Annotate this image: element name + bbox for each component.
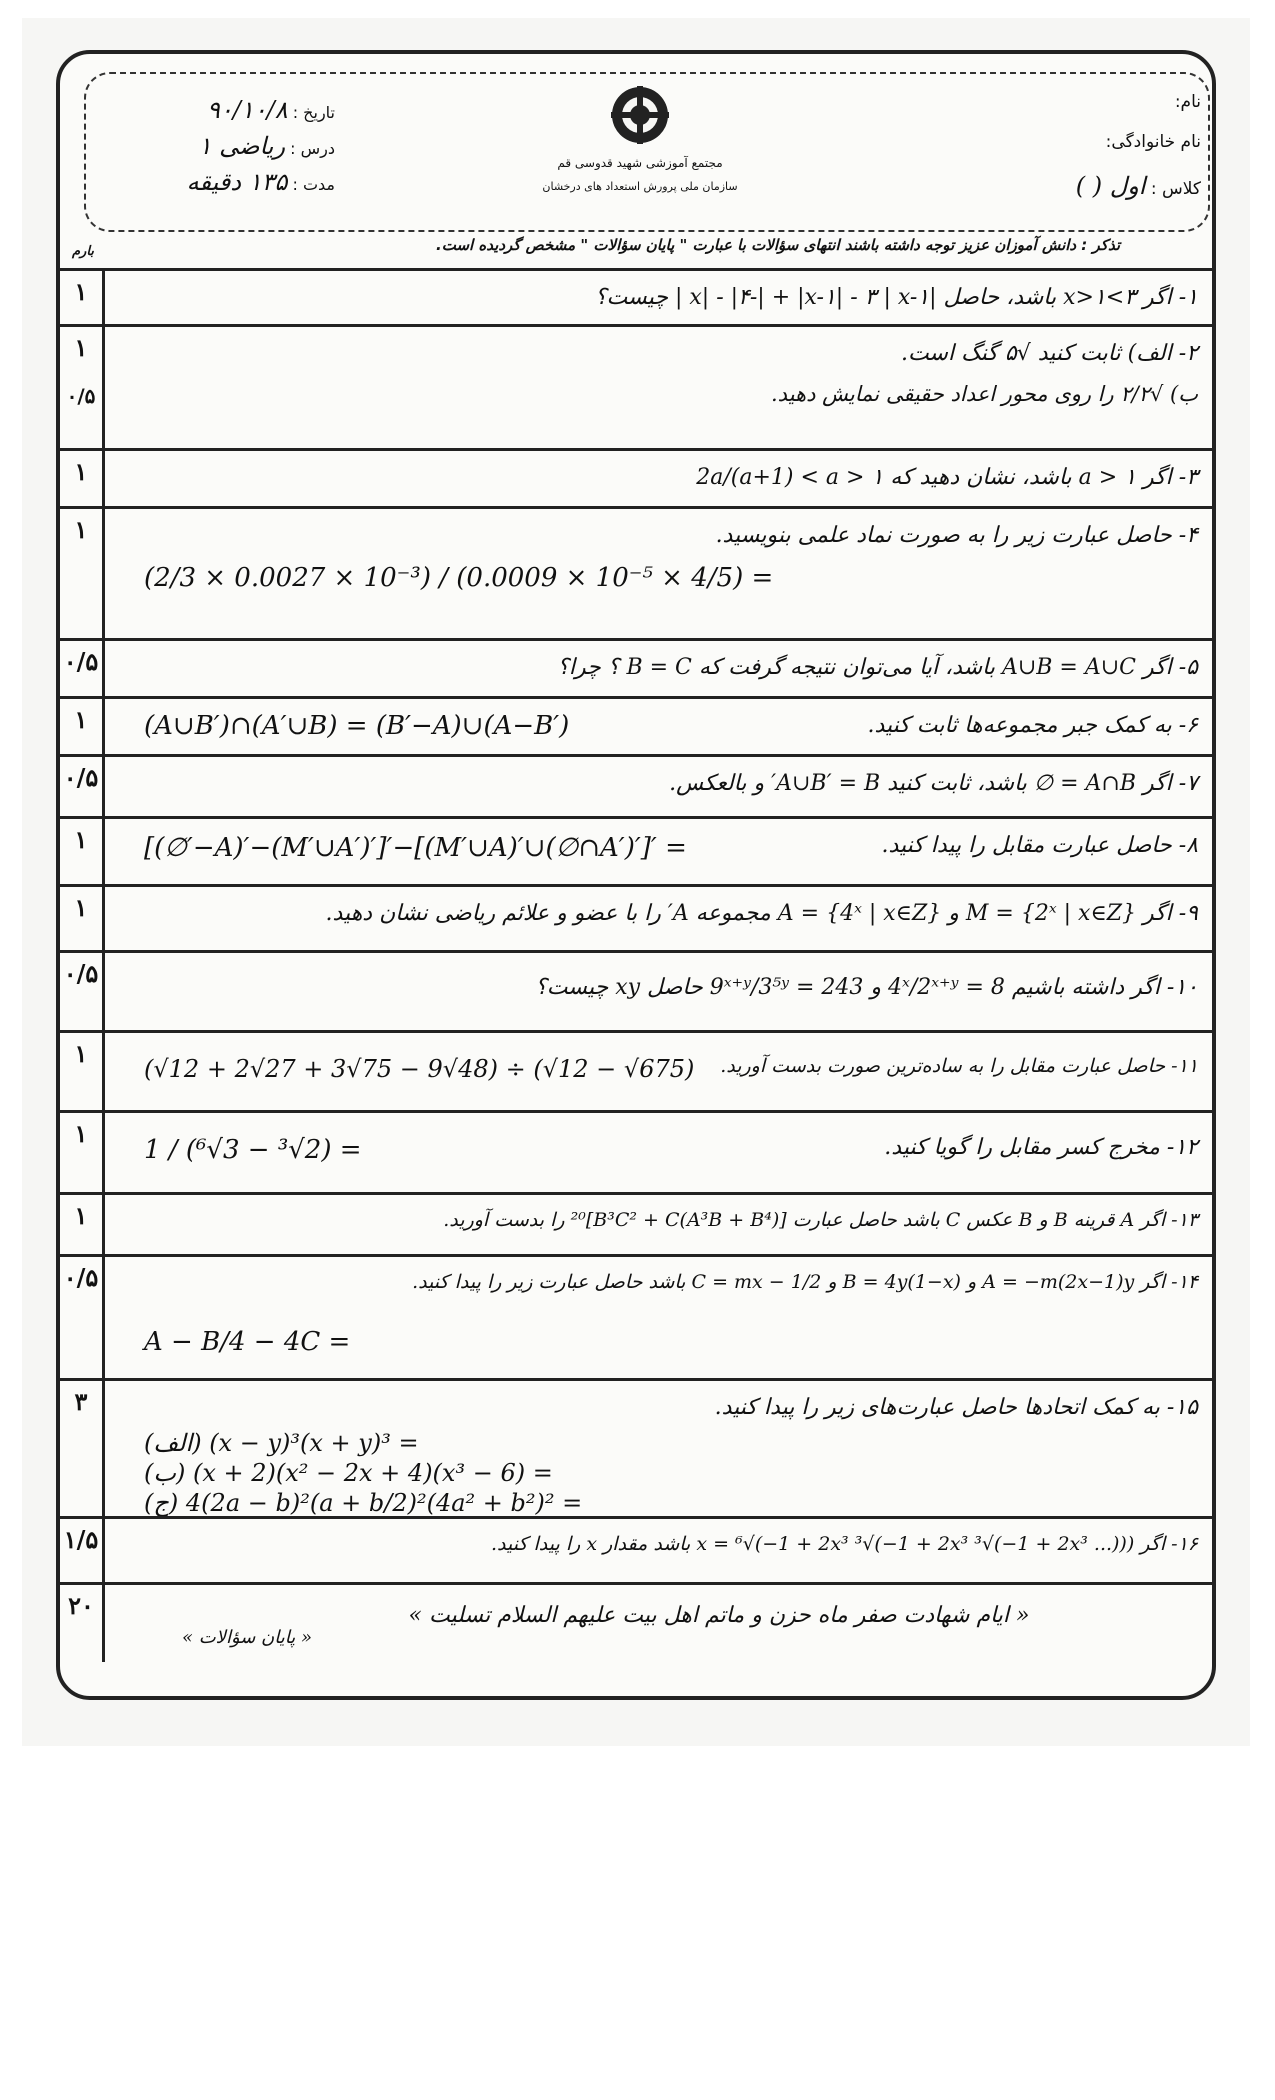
question-row [60,884,1212,950]
questions-table [60,268,1212,1662]
question-score: ۰/۵ [60,757,105,816]
question-text: ۱۲- مخرج کسر مقابل را گویا کنید. [884,1135,1198,1160]
question-text: ۲- الف) ثابت کنید √۵ گنگ است. [900,341,1198,366]
question-row [60,696,1212,754]
question-text: ۴- حاصل عبارت زیر را به صورت نماد علمی بنویسید. [715,523,1198,548]
subject-field [175,132,335,168]
question-row [60,1192,1212,1254]
question-row [60,950,1212,1030]
question-score: ۱ [60,1195,105,1254]
question-formula-c: (ج) 4(2a − b)²(a + b/2)²(4a² + b²)² = [144,1489,583,1517]
duration-value: ۱۳۵ دقیقه [186,168,288,196]
question-score: ۱ [60,699,105,754]
exam-info [175,96,335,204]
question-score: ۱ [60,1113,105,1192]
question-score: ۱ [60,887,105,950]
date-field [175,96,335,132]
duration-label: مدت : [292,175,335,194]
question-formula: 1 / (⁶√3 − ³√2) = [144,1135,362,1165]
question-score: ۱ [60,1033,105,1110]
question-text: ۵- اگر A∪B = A∪C باشد، آیا می‌توان نتیجه گرفت که B = C ؟ چرا؟ [557,655,1198,680]
question-row [60,448,1212,506]
school-emblem-icon [609,84,671,146]
org-line-1: مجتمع آموزشی شهید قدوسی قم [557,156,723,170]
question-text: ۱- اگر ۳>x>۱ باشد، حاصل |x| - |۴-| + |x-۱| - ۳ | x-۱ | چیست؟ [594,285,1198,310]
question-row [60,1378,1212,1516]
question-row [60,1582,1212,1662]
question-formula-a: (الف) (x − y)³(x + y)³ = [144,1429,419,1457]
question-text: ۱۰- اگر داشته باشیم 4ˣ/2ˣ⁺ʸ = 8 و 9ˣ⁺ʸ/3⁵ʸ = 243 حاصل xy چیست؟ [535,975,1198,1000]
question-row [60,324,1212,448]
org-line-2: سازمان ملی پرورش استعداد های درخشان [542,180,738,193]
question-formula: (A∪B′)∩(A′∪B) = (B′−A)∪(A−B′) [144,711,570,741]
family-label: نام خانوادگی: [1105,132,1201,152]
school-logo-block [540,84,740,193]
subject-label: درس : [290,139,335,158]
date-value: ۹۰/۱۰/۸ [206,96,288,124]
duration-field [175,168,335,204]
score-column-heading: بارم [72,244,94,259]
question-score: ۰/۵ [60,953,105,1030]
question-score: ۳ [60,1381,105,1516]
question-score: ۱/۵ [60,1519,105,1582]
question-formula: (2/3 × 0.0027 × 10⁻³) / (0.0009 × 10⁻⁵ × 4/5) = [144,563,774,593]
end-of-questions: « پایان سؤالات » [182,1627,312,1648]
question-row [60,268,1212,324]
class-label: کلاس : [1150,179,1201,199]
closing-message: « ایام شهادت صفر ماه حزن و ماتم اهل بیت علیهم السلام تسلیت » [408,1603,1030,1628]
question-row [60,754,1212,816]
name-label: نام: [1174,92,1201,112]
question-text: ۹- اگر M = {2ˣ | x∈Z} و A = {4ˣ | x∈Z} مجموعه A′ را با عضو و علائم ریاضی نشان دهید. [325,901,1198,926]
question-text: ۳- اگر ۱ < a باشد، نشان دهید که ۱ < 2a/(a+1) < a [696,465,1198,490]
question-score: ۰/۵ [60,1257,105,1378]
question-row [60,638,1212,696]
question-score: ۱ [60,271,105,324]
question-score: ۱ ۰/۵ [60,327,105,448]
reminder-note: تذکر : دانش آموزان عزیز توجه داشته باشند انتهای سؤالات با عبارت " پایان سؤالات " مشخص گردیده است. [436,236,1120,254]
question-row [60,1254,1212,1378]
question-score: ۲۰ [60,1585,105,1662]
class-value: اول ( ) [1075,172,1146,200]
question-text: ۱۳- اگر A قرینه B و B عکس C باشد حاصل عبارت [B³C² + C(A³B + B⁴)]²⁰ را بدست آورید. [443,1209,1198,1231]
class-field [1076,172,1201,212]
question-text: ۶- به کمک جبر مجموعه‌ها ثابت کنید. [867,713,1198,738]
date-label: تاریخ : [292,103,335,122]
question-row [60,816,1212,884]
question-text: ۱۱- حاصل عبارت مقابل را به ساده‌ترین صورت بدست آورید. [720,1055,1198,1077]
question-score: ۰/۵ [60,641,105,696]
question-text: ۷- اگر A∩B = ∅ باشد، ثابت کنید A∪B′ = B′ و بالعکس. [669,771,1198,796]
student-info [1076,92,1201,212]
question-score: ۱ [60,819,105,884]
question-score: ۱ [60,509,105,638]
question-text: ۸- حاصل عبارت مقابل را پیدا کنید. [881,833,1198,858]
question-row [60,506,1212,638]
question-row [60,1110,1212,1192]
question-text: ۱۶- اگر x = ⁶√(−1 + 2x³ ³√(−1 + 2x³ ³√(−1 + 2x³ ...))) باشد مقدار x را پیدا کنید. [490,1533,1198,1555]
question-formula: [(∅′−A)′−(M′∪A′)′]′−[(M′∪A)′∪(∅∩A′)′]′ = [144,833,687,863]
question-formula: (√12 + 2√27 + 3√75 − 9√48) ÷ (√12 − √675) [144,1055,695,1083]
question-formula: A − B/4 − 4C = [144,1327,351,1357]
question-subpart: ب) √۲/۲ را روی محور اعداد حقیقی نمایش دهید. [771,382,1198,406]
question-text: ۱۴- اگر A = −m(2x−1)y و B = 4y(1−x) و C = mx − 1/2 باشد حاصل عبارت زیر را پیدا کنید. [412,1271,1198,1293]
question-row [60,1030,1212,1110]
subject-value: ریاضی ۱ [198,132,286,160]
question-text: ۱۵- به کمک اتحادها حاصل عبارت‌های زیر را پیدا کنید. [714,1395,1198,1420]
question-row [60,1516,1212,1582]
question-score: ۱ [60,451,105,506]
question-formula-b: (ب) (x + 2)(x² − 2x + 4)(x³ − 6) = [144,1459,553,1487]
